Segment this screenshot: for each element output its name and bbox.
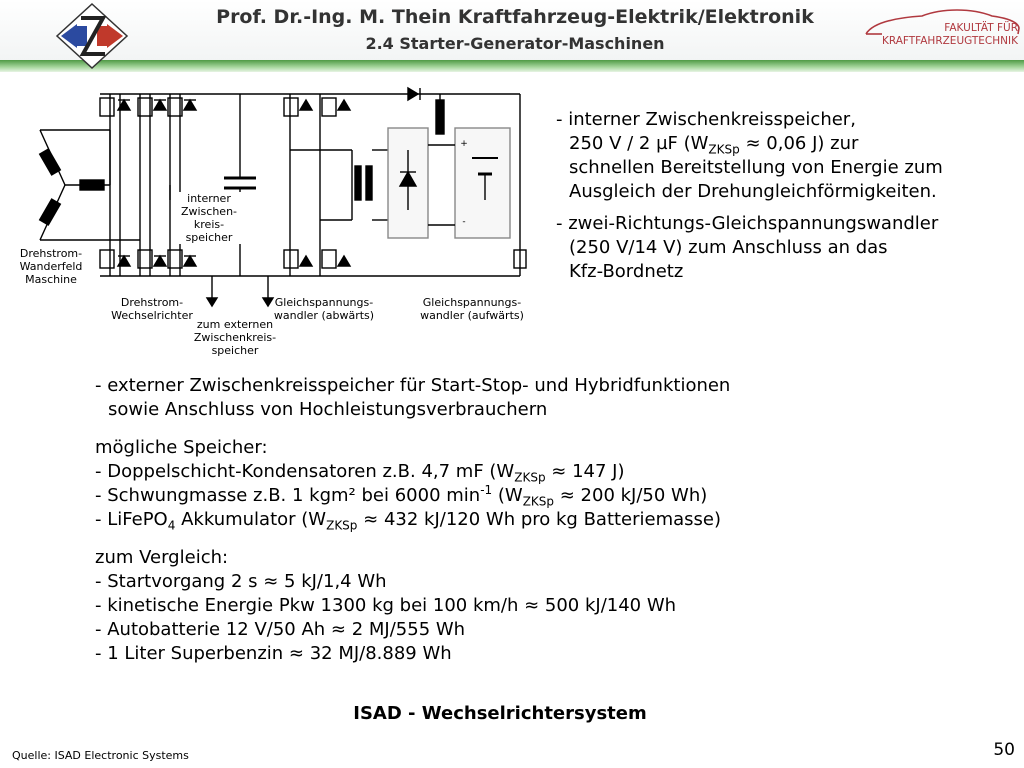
storage-lifepo4-c: ≈ 432 kJ/120 Wh pro kg Batteriemasse) [357,509,722,530]
header-accent-bar [0,60,1024,72]
storage-supercap-b: ≈ 147 J) [545,461,625,482]
label-boost-l1: Gleichspannungs- [422,296,522,309]
battery-plus-sign: + [460,139,468,149]
label-internal-storage-l4: speicher [185,231,233,244]
label-buck-l1: Gleichspannungs- [274,296,374,309]
comparison-start: - Startvorgang 2 s ≈ 5 kJ/1,4 Wh [95,571,387,592]
label-boost-l2: wandler (aufwärts) [420,309,524,322]
label-internal-storage [172,192,246,244]
storage-supercap-sub: ZKSp [514,470,546,485]
comparison-heading: zum Vergleich: [95,547,229,568]
label-external-storage [184,318,286,357]
header-title: Prof. Dr.-Ing. M. Thein Kraftfahrzeug-Elektrik/Elektronik [216,6,814,28]
b2-line1: - zwei-Richtungs-Gleichspannungswandler [556,213,939,234]
bullet-dc-converter [556,212,1016,284]
storage-flywheel-sup: -1 [480,483,493,497]
slide-title: ISAD - Wechselrichtersystem [353,703,647,724]
label-external-storage-l2: Zwischenkreis- [193,331,277,344]
label-machine-l3: Maschine [25,273,77,286]
storage-lifepo4 [95,508,995,532]
label-internal-storage-l3: kreis- [193,218,225,231]
faculty-logo-text [862,22,1018,48]
storages-heading: mögliche Speicher: [95,437,268,458]
storage-flywheel-sub: ZKSp [522,494,555,509]
label-buck-converter [264,296,384,322]
storage-lifepo4-sub1: 4 [167,518,176,533]
transformer [355,150,388,220]
bullet-internal-storage [556,108,1016,204]
label-internal-storage-l2: Zwischen- [180,205,238,218]
storage-supercap [95,460,995,484]
source-note: Quelle: ISAD Electronic Systems [12,749,189,762]
right-bullet-list [556,108,1016,292]
external-storage-bullet [95,374,995,422]
label-machine-l2: Wanderfeld [19,260,83,273]
battery-minus-sign: - [462,217,466,227]
faculty-logo-line2: KRAFTFAHRZEUGTECHNIK [881,35,1018,47]
b1-line1: - interner Zwischenkreisspeicher, [556,109,856,130]
ext-line1: - externer Zwischenkreisspeicher für Start-Stop- und Hybridfunktionen [95,375,731,396]
page-number: 50 [993,740,1015,760]
university-logo-icon [55,2,129,70]
possible-storages [95,436,995,532]
b1-line2-a: 250 V / 2 µF (W [569,133,709,154]
comparison-fuel: - 1 Liter Superbenzin ≈ 32 MJ/8.889 Wh [95,643,452,664]
storage-flywheel-b: (W [492,485,523,506]
storage-lifepo4-sub2: ZKSp [326,518,358,533]
ext-line2: sowie Anschluss von Hochleistungsverbrauchern [108,399,548,420]
b1-line2-b: ≈ 0,06 J) zur [739,133,859,154]
label-inverter-l1: Drehstrom- [120,296,184,309]
label-buck-l2: wandler (abwärts) [273,309,375,322]
label-inverter-l2: Wechselrichter [111,309,193,322]
label-boost-converter [410,296,534,322]
storage-flywheel-a: - Schwungmasse z.B. 1 kgm² bei 6000 min [95,485,481,506]
storage-lifepo4-b: Akkumulator (W [175,509,327,530]
label-external-storage-l1: zum externen [196,318,274,331]
storage-supercap-a: - Doppelschicht-Kondensatoren z.B. 4,7 mF (W [95,461,515,482]
b1-line3: schnellen Bereitstellung von Energie zum [569,157,943,178]
label-internal-storage-l1: interner [187,192,231,205]
b1-line2 [556,132,1016,156]
switches-top [100,98,196,116]
storage-flywheel-c: ≈ 200 kJ/50 Wh) [554,485,708,506]
label-machine-l1: Drehstrom- [19,247,83,260]
buck-converter [284,94,352,276]
switches-bottom [100,250,196,268]
inverter-bridge [110,94,180,276]
comparison-kinetic: - kinetische Energie Pkw 1300 kg bei 100 km/h ≈ 500 kJ/140 Wh [95,595,677,616]
label-machine [8,247,94,286]
comparison [95,546,995,666]
b1-line2-sub: ZKSp [708,142,740,157]
faculty-logo-line1: FAKULTÄT FÜR [944,22,1018,34]
storage-flywheel [95,484,995,508]
comparison-battery: - Autobatterie 12 V/50 Ah ≈ 2 MJ/555 Wh [95,619,466,640]
b1-line4: Ausgleich der Drehungleichförmigkeiten. [569,181,937,202]
b2-line3: Kfz-Bordnetz [569,261,684,282]
main-content [95,374,995,680]
header-subtitle: 2.4 Starter-Generator-Maschinen [365,34,665,53]
storage-lifepo4-a: - LiFePO [95,509,168,530]
b2-line2: (250 V/14 V) zum Anschluss an das [569,237,888,258]
label-external-storage-l3: speicher [211,344,259,357]
